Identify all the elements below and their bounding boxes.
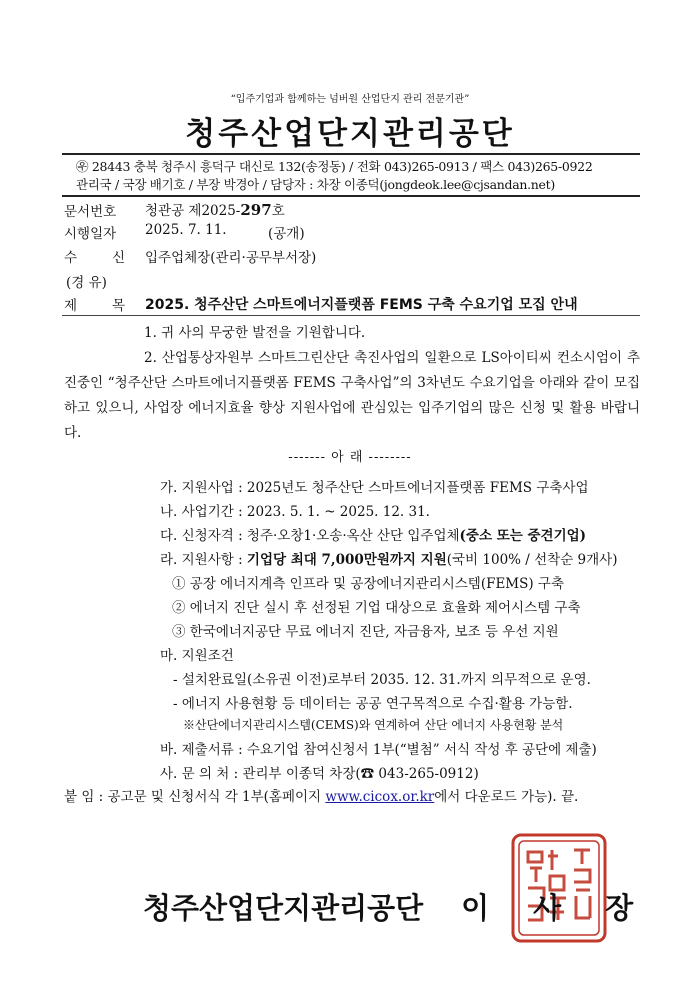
item-na: 나. 사업기간 : 2023. 5. 1. ~ 2025. 12. 31. <box>160 504 430 520</box>
subject-label-1: 제 <box>64 298 78 314</box>
item-da-text: 다. 신청자격 : 청주·오창1·오송·옥산 산단 입주업체 <box>160 528 460 544</box>
doc-no-suffix: 호 <box>271 203 285 219</box>
divider-top <box>62 153 640 155</box>
divider-subject <box>62 315 640 316</box>
homepage-link[interactable]: www.cicox.or.kr <box>325 789 435 805</box>
item-ga: 가. 지원사업 : 2025년도 청주산단 스마트에너지플랫폼 FEMS 구축사업 <box>160 480 589 496</box>
subject-value: 2025. 청주산단 스마트에너지플랫폼 FEMS 구축 수요기업 모집 안내 <box>145 297 578 313</box>
attachment-suffix: 에서 다운로드 가능). 끝. <box>434 789 579 805</box>
signature-title-2: 사 <box>533 891 562 925</box>
disclosure-status: (공개) <box>268 226 305 242</box>
item-ra-suffix: (국비 100% / 선착순 9개사) <box>446 552 618 568</box>
below-heading: ------- 아 래 -------- <box>288 450 412 465</box>
item-ma-note: ※산단에너지관리시스템(CEMS)와 연계하여 산단 에너지 사용현황 분석 <box>183 718 564 732</box>
item-ma-2: - 에너지 사용현황 등 데이터는 공공 연구목적으로 수집·활용 가능함. <box>173 696 573 712</box>
item-ra-1: ① 공장 에너지계측 인프라 및 공장에너지관리시스템(FEMS) 구축 <box>172 576 565 592</box>
slogan: “입주기업과 함께하는 넘버원 산업단지 관리 전문기관” <box>230 94 470 105</box>
address-line: ㉾ 28443 충북 청주시 흥덕구 대신로 132(송정동) / 전화 043)265-0913 / 팩스 043)265-0922 <box>76 159 593 174</box>
signature-title-3: 장 <box>605 891 634 925</box>
organization-title: 청주산업단지관리공단 <box>185 116 515 152</box>
doc-no-value <box>145 199 285 219</box>
item-sa-text: 사. 문 의 처 : 관리부 이종덕 차장( <box>160 766 361 782</box>
item-ra <box>160 548 617 568</box>
paragraph-1: 1. 귀 사의 무궁한 발전을 기원합니다. <box>144 325 366 341</box>
item-ma: 마. 지원조건 <box>160 648 234 664</box>
item-ba: 바. 제출서류 : 수요기업 참여신청서 1부(“별첨” 서식 작성 후 공단에 제출) <box>160 742 597 758</box>
signature-org: 청주산업단지관리공단 <box>143 891 424 925</box>
item-ma-1: - 설치완료일(소유권 이전)로부터 2035. 12. 31.까지 의무적으로 운영. <box>173 672 591 688</box>
doc-no-number: 297 <box>240 201 272 219</box>
item-ra-bold: 기업당 최대 7,000만원까지 지원 <box>246 552 447 568</box>
doc-no-prefix: 청관공 제2025- <box>145 203 241 219</box>
divider-letterhead <box>62 195 640 197</box>
item-ra-text: 라. 지원사항 : <box>160 552 247 568</box>
recipient-value: 입주업체장(관리·공무부서장) <box>145 250 317 266</box>
item-sa-phone: 043-265-0912) <box>374 766 479 782</box>
item-ra-3: ③ 한국에너지공단 무료 에너지 진단, 자금융자, 보조 등 우선 지원 <box>172 624 559 640</box>
signature-title-1: 이 <box>461 891 490 925</box>
item-da-bold: (중소 또는 중견기업) <box>459 528 587 544</box>
telephone-icon: ☎ <box>360 766 375 782</box>
attachment-line <box>64 785 578 805</box>
date-value: 2025. 7. 11. <box>145 222 227 238</box>
doc-no-label: 문서번호 <box>64 204 117 220</box>
date-label: 시행일자 <box>64 226 117 242</box>
item-sa <box>160 762 479 782</box>
recipient-label-1: 수 <box>64 250 78 266</box>
item-ra-2: ② 에너지 진단 실시 후 선정된 기업 대상으로 효율화 제어시스템 구축 <box>172 600 581 616</box>
paragraph-2: 2. 산업통상자원부 스마트그린산단 촉진사업의 일환으로 LS아이티씨 컨소시엄이 추진중인 “청주산단 스마트에너지플랫폼 FEMS 구축사업”의 3차년도 수요기업을 아래와 같이 모집하고 있으니, 사업장 에너지효율 향상 지원사업에 관심있는 입주기업의 많은 신청 및 활용 바랍니다. <box>64 350 640 441</box>
signature-line <box>143 886 633 927</box>
item-da <box>160 524 586 544</box>
recipient-label-2: 신 <box>112 250 126 266</box>
staff-line: 관리국 / 국장 배기호 / 부장 박경아 / 담당자 : 차장 이종덕(jongdeok.lee@cjsandan.net) <box>76 177 555 192</box>
subject-label-2: 목 <box>112 298 126 314</box>
attachment-text: 붙 임 : 공고문 및 신청서식 각 1부(홈페이지 <box>64 789 326 805</box>
via-label: (경 유) <box>66 275 107 291</box>
